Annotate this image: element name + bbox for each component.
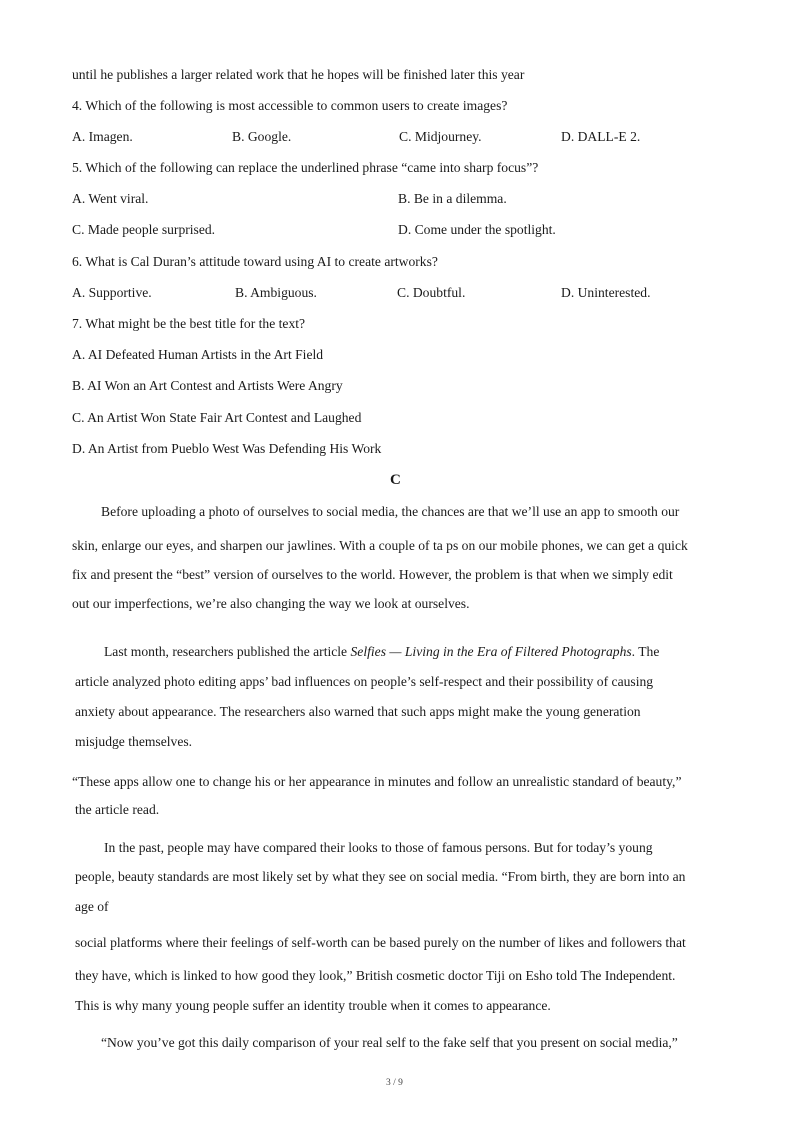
paragraph-1-line: fix and present the “best” version of ourselves to the world. However, the problem is that when we simply edit <box>72 567 673 582</box>
question-5-option-b: B. Be in a dilemma. <box>398 191 507 206</box>
paragraph-4-line: age of <box>75 899 109 914</box>
question-6-stem: 6. What is Cal Duran’s attitude toward using AI to create artworks? <box>72 254 438 269</box>
paragraph-3-line: “These apps allow one to change his or her appearance in minutes and follow an unrealistic standard of beauty,” <box>72 774 682 789</box>
question-4-option-d: D. DALL-E 2. <box>561 129 641 144</box>
paragraph-2-line: article analyzed photo editing apps’ bad influences on people’s self-respect and their possibility of causing <box>75 674 654 689</box>
question-5-stem: 5. Which of the following can replace the underlined phrase “came into sharp focus”? <box>72 160 539 175</box>
question-7-option-b: B. AI Won an Art Contest and Artists Were Angry <box>72 378 343 393</box>
question-5-option-a: A. Went viral. <box>72 191 149 206</box>
question-7-option-a: A. AI Defeated Human Artists in the Art Field <box>72 347 324 362</box>
question-4-option-b: B. Google. <box>232 129 292 144</box>
question-7-option-d: D. An Artist from Pueblo West Was Defending His Work <box>72 441 382 456</box>
question-4-option-c: C. Midjourney. <box>399 129 482 144</box>
paragraph-2-line: misjudge themselves. <box>75 734 193 749</box>
question-5-option-d: D. Come under the spotlight. <box>398 222 556 237</box>
paragraph-2-line: anxiety about appearance. The researchers also warned that such apps might make the young generation <box>75 704 641 719</box>
passage-fragment: until he publishes a larger related work that he hopes will be finished later this year <box>72 67 525 82</box>
question-4-option-a: A. Imagen. <box>72 129 133 144</box>
paragraph-4-line: In the past, people may have compared their looks to those of famous persons. But for today’s young <box>104 840 653 855</box>
question-4-stem: 4. Which of the following is most accessible to common users to create images? <box>72 98 508 113</box>
question-7-stem: 7. What might be the best title for the text? <box>72 316 306 331</box>
paragraph-1-line: Before uploading a photo of ourselves to social media, the chances are that we’ll use an app to smooth our <box>101 504 680 519</box>
paragraph-4-line: people, beauty standards are most likely set by what they see on social media. “From birth, they are born into an <box>75 869 686 884</box>
paragraph-5-line: “Now you’ve got this daily comparison of your real self to the fake self that you present on social media,” <box>101 1035 678 1050</box>
paragraph-3-line: the article read. <box>75 802 160 817</box>
question-6-option-c: C. Doubtful. <box>397 285 466 300</box>
paragraph-1-line: skin, enlarge our eyes, and sharpen our jawlines. With a couple of ta ps on our mobile phones, we can get a quick <box>72 538 688 553</box>
article-title: Selfies — Living in the Era of Filtered Photographs <box>350 644 632 659</box>
paragraph-2-lead-text: Last month, researchers published the article <box>104 644 351 659</box>
question-6-option-a: A. Supportive. <box>72 285 152 300</box>
question-6-option-d: D. Uninterested. <box>561 285 651 300</box>
paragraph-1-line: out our imperfections, we’re also changing the way we look at ourselves. <box>72 596 470 611</box>
paragraph-4-line: they have, which is linked to how good they look,” British cosmetic doctor Tiji on Esho told The Independent. <box>75 968 676 983</box>
paragraph-4-line: This is why many young people suffer an identity trouble when it comes to appearance. <box>75 998 551 1013</box>
page-number: 3 / 9 <box>386 1078 403 1088</box>
paragraph-4-line: social platforms where their feelings of self-worth can be based purely on the number of likes and followers that <box>75 935 686 950</box>
paragraph-2-line <box>104 644 659 660</box>
question-7-option-c: C. An Artist Won State Fair Art Contest and Laughed <box>72 410 362 425</box>
paragraph-2-trail-text: . The <box>631 644 660 659</box>
question-5-option-c: C. Made people surprised. <box>72 222 216 237</box>
section-heading: C <box>390 472 401 488</box>
question-6-option-b: B. Ambiguous. <box>235 285 317 300</box>
